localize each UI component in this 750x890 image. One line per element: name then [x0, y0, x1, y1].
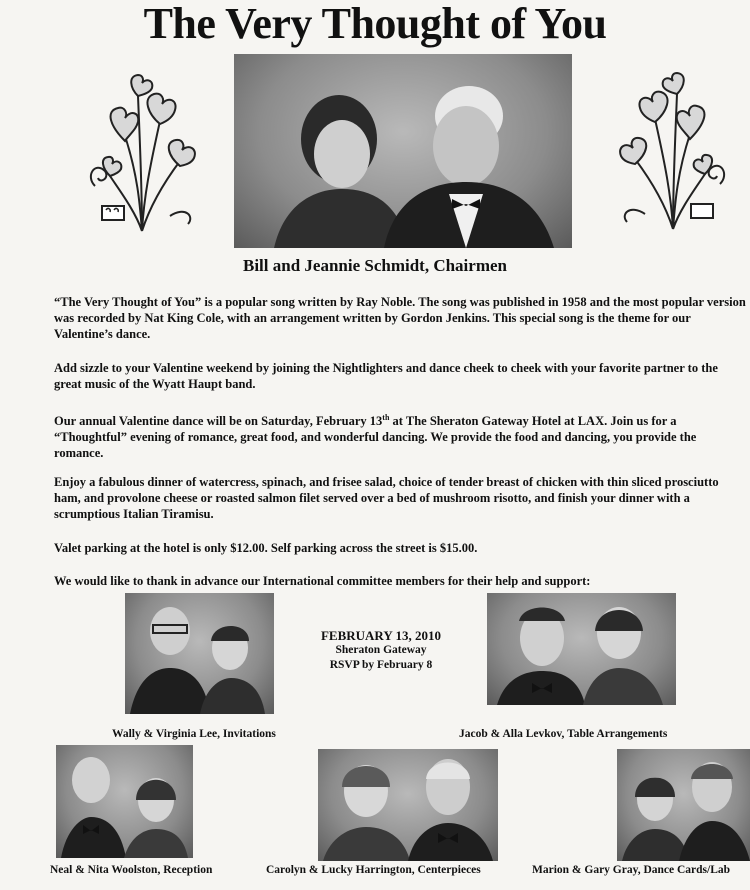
chairmen-caption: Bill and Jeannie Schmidt, Chairmen [242, 256, 507, 275]
committee-photo [487, 593, 676, 705]
committee-photo [318, 749, 498, 861]
chairmen-photo [234, 54, 572, 248]
committee-caption: Wally & Virginia Lee, Invitations [112, 728, 276, 740]
heart-bouquet-left-icon [80, 66, 205, 236]
committee-photo [617, 749, 750, 861]
committee-caption: Marion & Gary Gray, Dance Cards/Lab [532, 864, 731, 876]
paragraph-parking: Valet parking at the hotel is only $12.00. Self parking across the street is $15.00. [54, 541, 478, 555]
paragraph-song: “The Very Thought of You” is a popular song written by Ray Noble. The song was published in 1958 and the most popular version was recorded by Nat King Cole, with an arrangement written by Gordon Jenkins. This special song is the theme for our Valentine’s dance. [54, 295, 746, 341]
paragraph-sizzle: Add sizzle to your Valentine weekend by joining the Nightlighters and dance cheek to cheek with your favorite partner to the great music of the Wyatt Haupt band. [54, 361, 718, 391]
paragraph-dance-date: Our annual Valentine dance will be on Saturday, February 13th at The Sheraton Gateway Hotel at LAX. Join us for a “Thoughtful” evening of romance, great food, and wonderful dancing. We provide the food and dancing, you provide the romance. [54, 413, 697, 461]
event-rsvp: RSVP by February 8 [329, 659, 433, 671]
event-date: FEBRUARY 13, 2010 [320, 628, 442, 643]
page-title: The Very Thought of You [143, 0, 607, 48]
event-venue: Sheraton Gateway [335, 644, 427, 656]
committee-caption: Neal & Nita Woolston, Reception [50, 864, 213, 876]
event-info [286, 628, 476, 673]
heart-bouquet-right-icon [610, 64, 735, 234]
committee-caption: Carolyn & Lucky Harrington, Centerpieces [266, 864, 481, 876]
committee-photo [56, 745, 193, 858]
committee-caption: Jacob & Alla Levkov, Table Arrangements [459, 728, 668, 740]
committee-photo [125, 593, 274, 714]
paragraph-thanks: We would like to thank in advance our International committee members for their help and support: [54, 574, 591, 588]
paragraph-dinner: Enjoy a fabulous dinner of watercress, spinach, and frisee salad, choice of tender breast of chicken with thin sliced prosciutto ham, and provolone cheese or roasted salmon filet served over a bed of mushroom risotto, and finish your dinner with a scrumptious Italian Tiramisu. [54, 475, 719, 521]
